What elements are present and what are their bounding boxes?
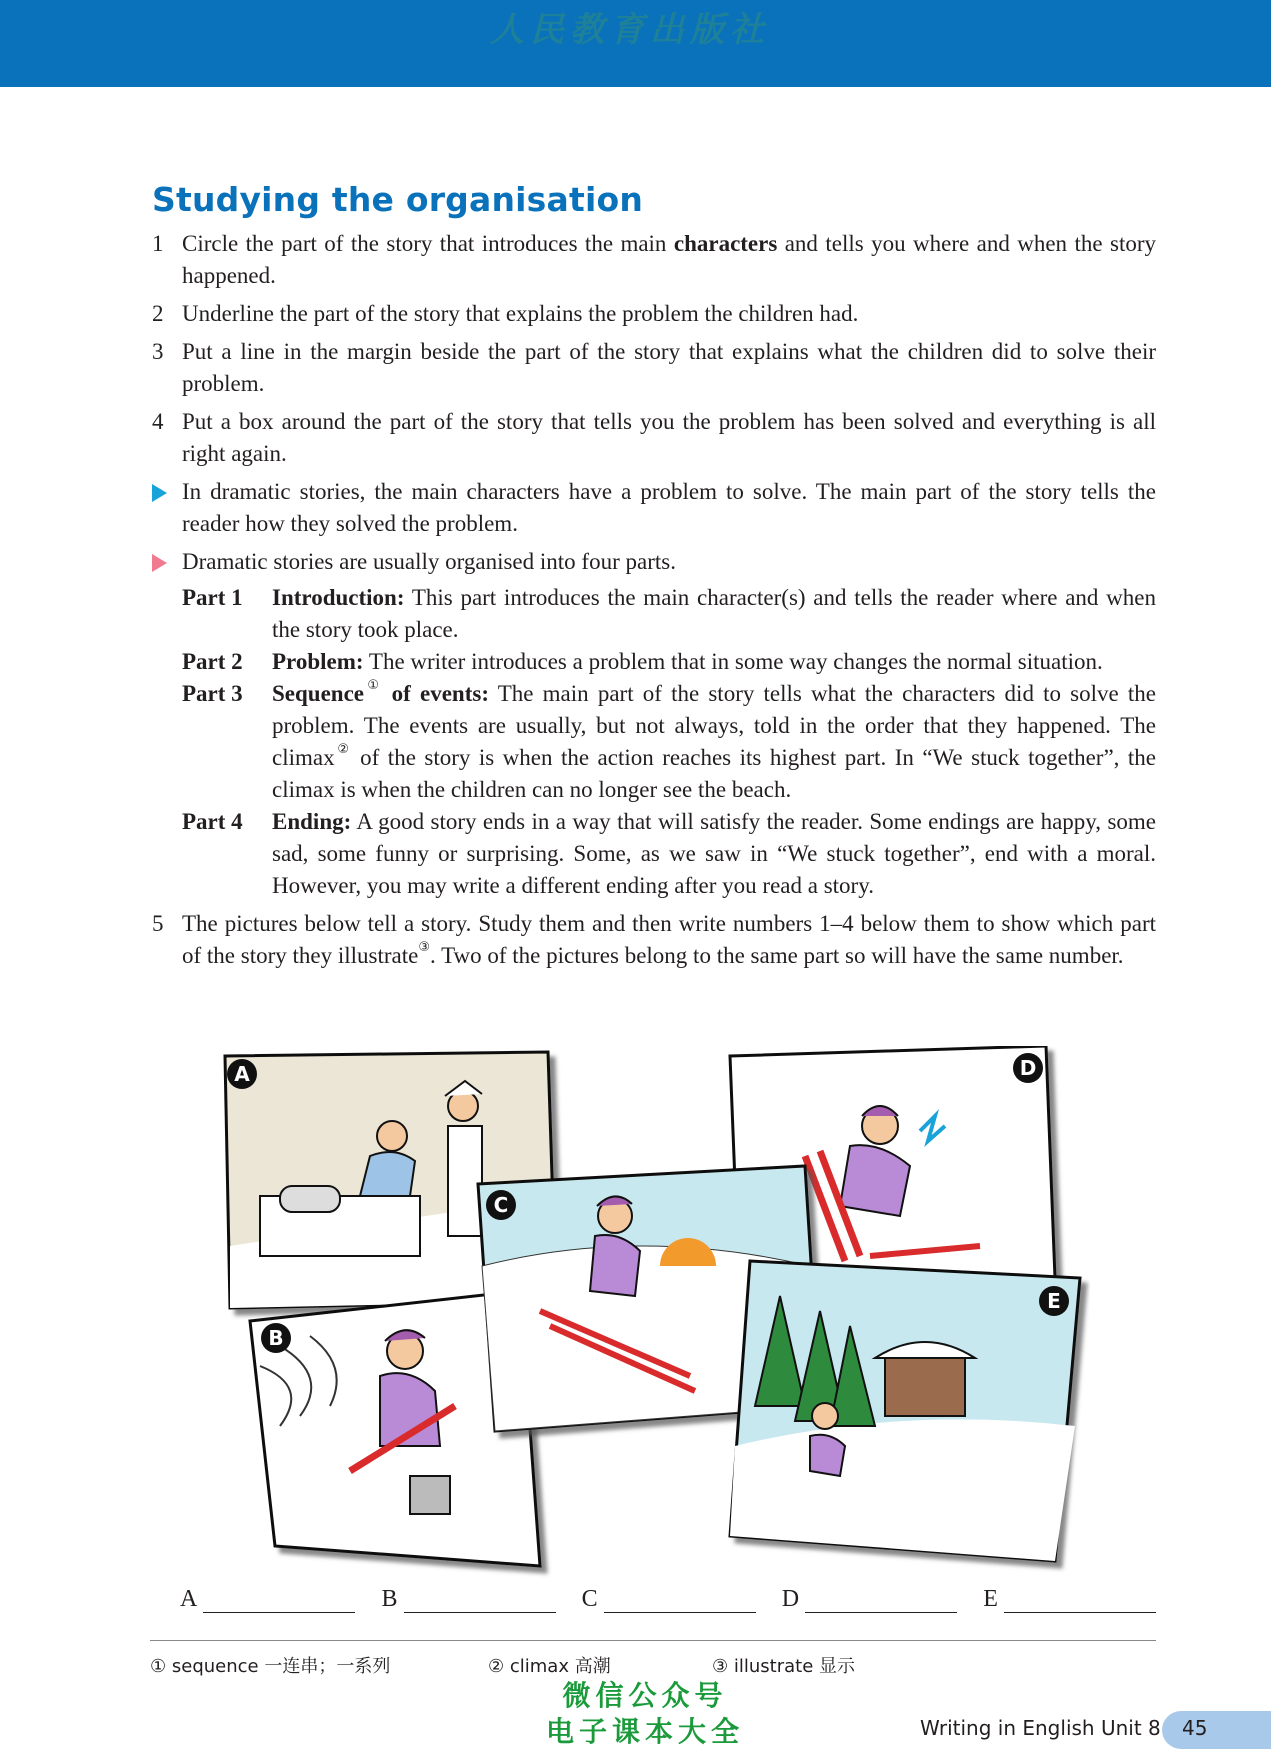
footnote-marker: ② <box>334 742 352 757</box>
publisher-watermark: 人民教育出版社 <box>490 10 770 50</box>
section-title: Studying the organisation <box>152 180 644 219</box>
footnote-marker: ③ <box>418 940 430 955</box>
answer-blank[interactable] <box>203 1586 355 1613</box>
question-number: 3 <box>152 339 164 364</box>
question-5: 5 The pictures below tell a story. Study them and then write numbers 1–4 below them to show which part of the story they illustrate③. Two of the pictures belong to the same part so will have the same number. <box>150 908 1156 972</box>
triangle-bullet-icon <box>152 476 167 511</box>
picture-label: A <box>234 1062 250 1086</box>
part-label: Part 2 <box>182 649 243 674</box>
part-2: Part 2 Problem: The writer introduces a problem that in some way changes the normal situation. <box>182 646 1156 678</box>
page-number-tab <box>1162 1711 1271 1749</box>
footnote-3: ③ illustrate 显示 <box>712 1656 856 1677</box>
answer-a[interactable]: A <box>180 1586 355 1613</box>
content <box>150 228 1156 978</box>
question-4: 4 Put a box around the part of the story that tells you the problem has been solved and everything is all right again. <box>150 406 1156 470</box>
answer-b[interactable]: B <box>381 1586 555 1613</box>
part-1: Part 1 Introduction: This part introduces the main character(s) and tells the reader where and when the story took place. <box>182 582 1156 646</box>
header-bar <box>0 0 1271 87</box>
part-label: Part 3 <box>182 681 243 706</box>
wechat-watermark: 微信公众号 电子课本大全 <box>545 1679 744 1748</box>
answer-e[interactable]: E <box>983 1586 1156 1613</box>
question-number: 2 <box>152 301 164 326</box>
picture-label: B <box>268 1326 284 1350</box>
footnote-2: ② climax 高潮 <box>488 1656 611 1677</box>
answer-blank[interactable] <box>1004 1586 1156 1613</box>
question-2: 2 Underline the part of the story that explains the problem the children had. <box>150 298 1156 330</box>
question-number: 1 <box>152 231 164 256</box>
answer-blank[interactable] <box>604 1586 756 1613</box>
part-label: Part 4 <box>182 809 243 834</box>
story-parts <box>150 582 1156 902</box>
question-number: 5 <box>152 911 164 936</box>
footer-title: Writing in English Unit 8 <box>920 1716 1161 1740</box>
footnote-1: ① sequence 一连串；一系列 <box>150 1656 391 1677</box>
answer-blank[interactable] <box>805 1586 957 1613</box>
triangle-bullet-icon <box>152 546 167 581</box>
question-1: 1 Circle the part of the story that introduces the main characters and tells you where and when the story happened. <box>150 228 1156 292</box>
picture-label: E <box>1047 1289 1061 1313</box>
bold-keyword: characters <box>673 231 778 256</box>
answer-c[interactable]: C <box>582 1586 756 1613</box>
picture-label: C <box>493 1193 509 1217</box>
tip-2: Dramatic stories are usually organised into four parts. <box>150 546 1156 578</box>
tip-1: In dramatic stories, the main characters have a problem to solve. The main part of the story tells the reader how they solved the problem. <box>150 476 1156 540</box>
footnote-marker: ① <box>364 678 383 693</box>
part-label: Part 1 <box>182 585 243 610</box>
answer-row <box>180 1586 1156 1613</box>
picture-label: D <box>1019 1056 1037 1080</box>
answer-blank[interactable] <box>404 1586 556 1613</box>
picture-e <box>730 1261 1080 1561</box>
answer-d[interactable]: D <box>782 1586 957 1613</box>
cartoon-panels <box>220 1046 1090 1586</box>
part-4: Part 4 Ending: A good story ends in a way that will satisfy the reader. Some endings are happy, some sad, some funny or surprising. Some, as we saw in “We stuck together”, end with a moral. However, you may write a different ending after you read a story. <box>182 806 1156 902</box>
picture-story <box>220 1046 1090 1586</box>
page-number: 45 <box>1182 1716 1208 1740</box>
part-3: Part 3 Sequence① of events: The main part of the story tells what the characters did to solve the problem. The events are usually, but not always, told in the order that they happened. The climax② of the story is when the action reaches its highest part. In “We stuck together”, the climax is when the children can no longer see the beach. <box>182 678 1156 806</box>
footnote-divider <box>150 1640 1156 1641</box>
question-3: 3 Put a line in the margin beside the part of the story that explains what the children did to solve their problem. <box>150 336 1156 400</box>
question-number: 4 <box>152 409 164 434</box>
